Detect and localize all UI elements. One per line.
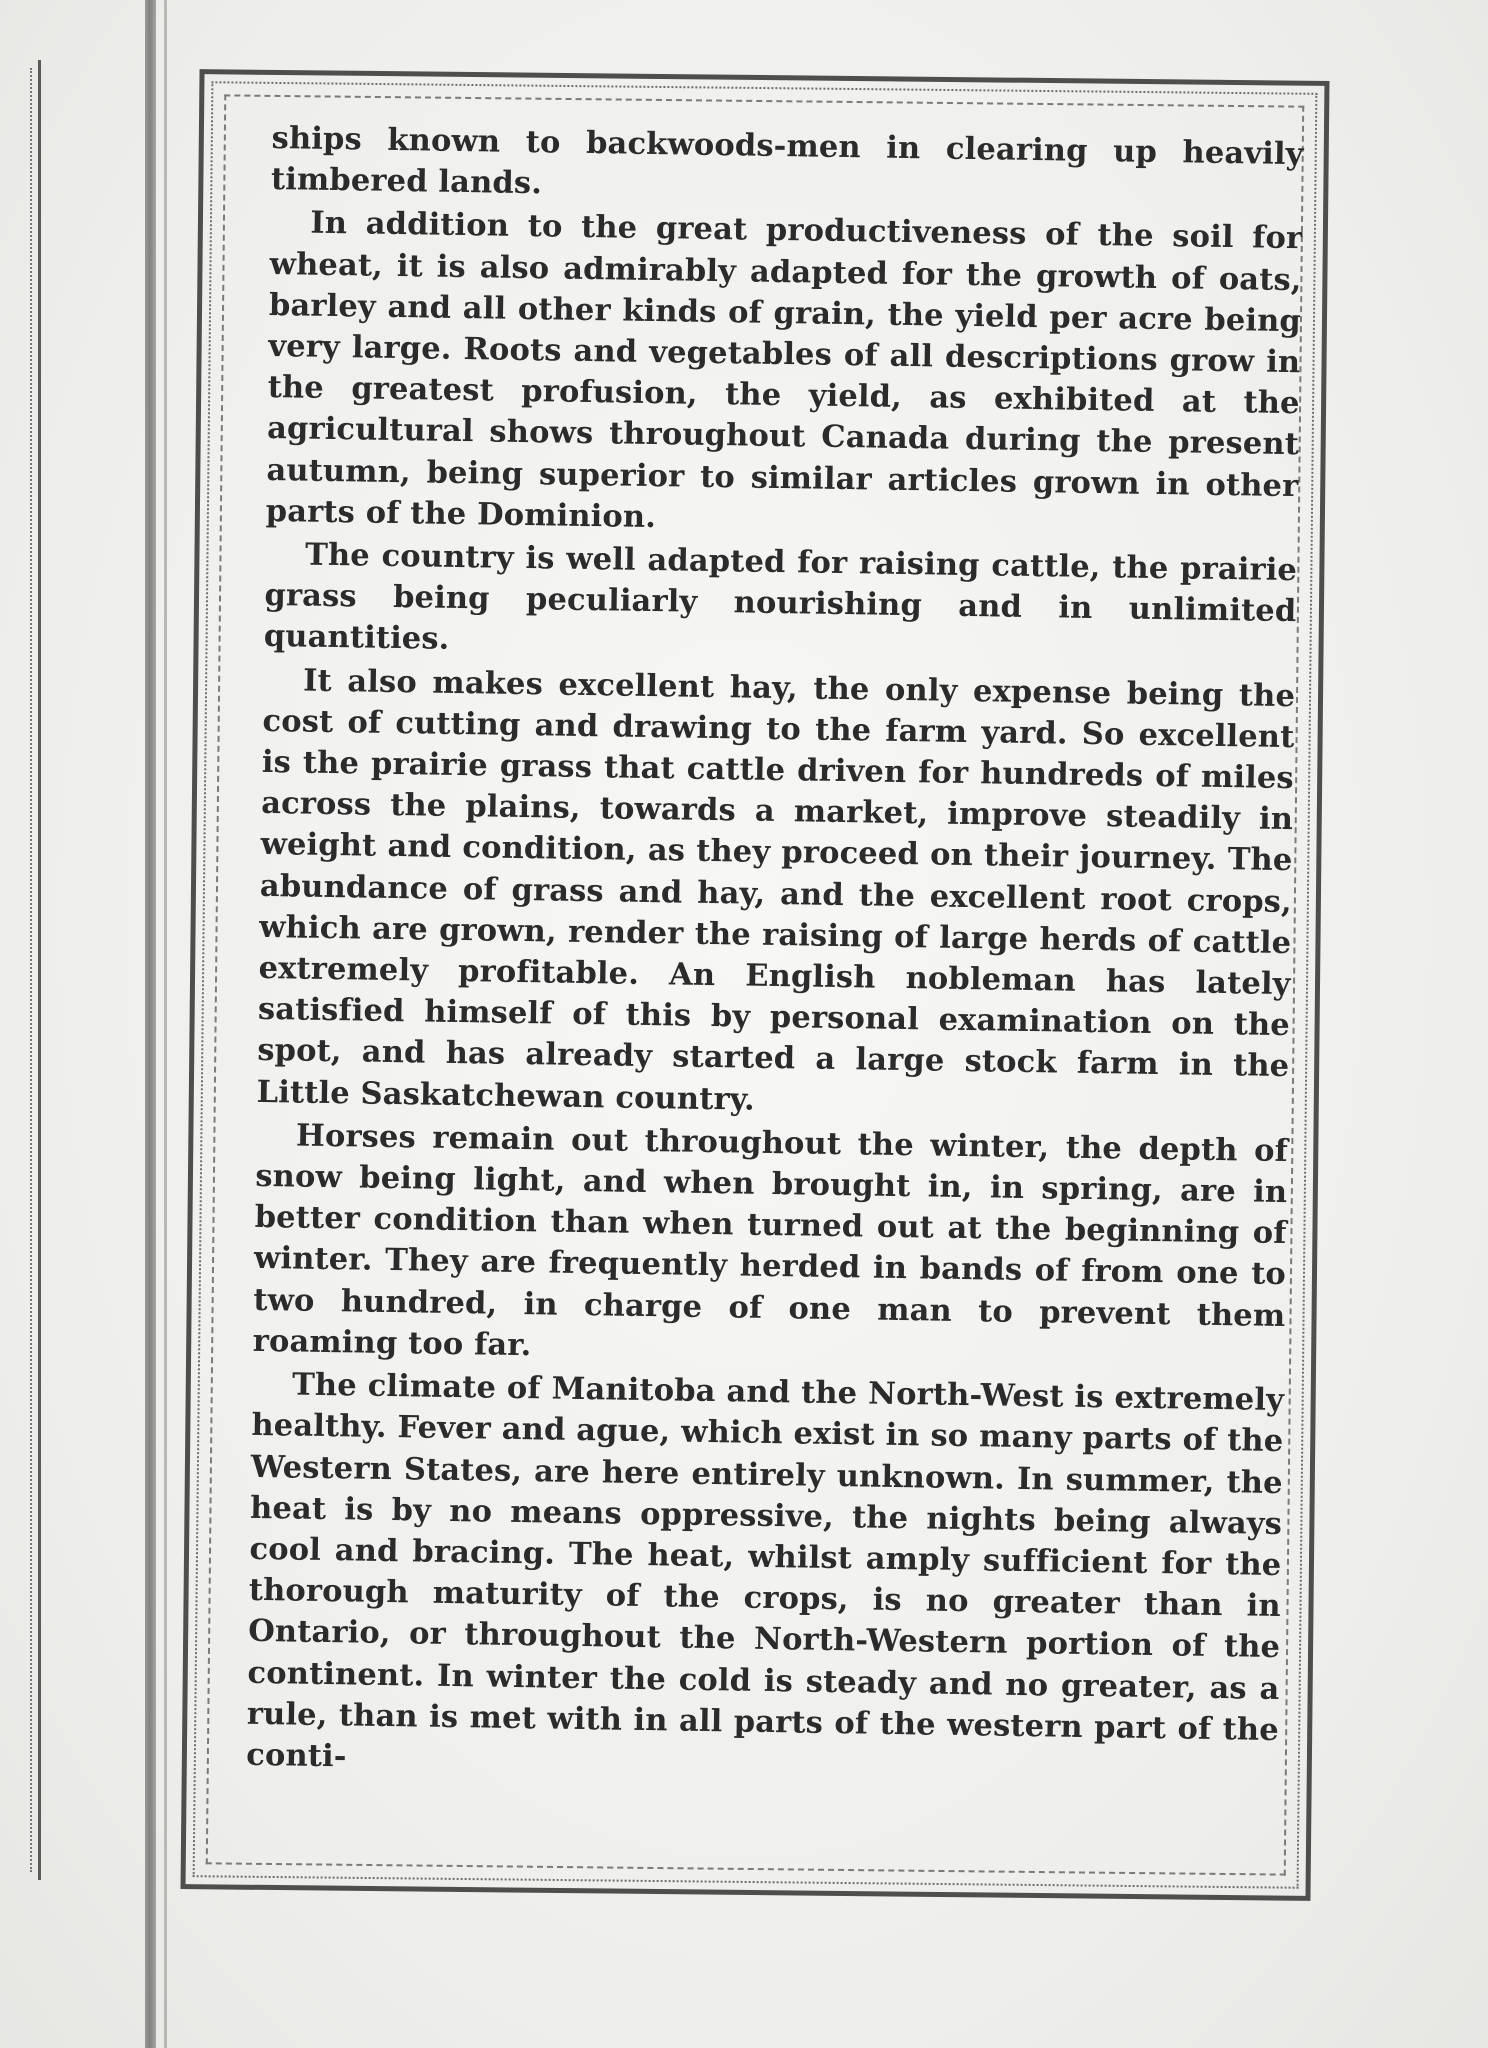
paragraph-1: ships known to backwoods-men in clearing up heavily timbered lands. <box>270 119 1304 202</box>
page-text <box>246 118 1304 1792</box>
paragraph-2: In addition to the great productiveness of the soil for wheat, it is also admirably adapted for the growth of oats, barley and all other kinds of grain, the yield per acre being very large. Roots and vegetables of all descriptions grow in the greatest profusion, the yield, as exhibited at the agricultural shows throughout Canada during the present autumn, being superior to similar articles grown in other parts of the Dominion. <box>265 205 1303 535</box>
paragraph-3: The country is well adapted for raising cattle, the prairie grass being peculiarly nourishing and in unlimited quantities. <box>263 536 1298 658</box>
paragraph-5: Horses remain out throughout the winter, the depth of snow being light, and when brought in, in spring, are in better condition than when turned out at the beginning of winter. They are frequently herded in bands of from one to two hundred, in charge of one man to prevent them roaming too far. <box>252 1117 1289 1364</box>
adjacent-page-edge <box>0 60 41 1880</box>
paragraph-4: It also makes excellent hay, the only expense being the cost of cutting and drawing to the farm yard. So excellent is the prairie grass that cattle driven for hundreds of miles across the plains, towards a market, improve steadily in weight and condition, as they proceed on their journey. The abundance of grass and hay, and the excellent root crops, which are grown, render the raising of large herds of cattle extremely profitable. An English nobleman has lately satisfied himself of this by personal examination on the spot, and has already started a large stock farm in the Little Saskatchewan country. <box>256 662 1296 1118</box>
paragraph-6: The climate of Manitoba and the North-West is extremely healthy. Fever and ague, which exist in so many parts of the Western States, are here entirely unknown. In summer, the heat is by no means oppressive, the nights being always cool and bracing. The heat, whilst amply sufficient for the thorough maturity of the crops, is no greater than in Ontario, or throughout the North-Western portion of the continent. In winter the cold is steady and no greater, as a rule, than is met with in all parts of the western part of the conti- <box>246 1366 1285 1775</box>
book-gutter <box>145 0 156 2048</box>
gutter-shadow <box>164 0 167 2048</box>
